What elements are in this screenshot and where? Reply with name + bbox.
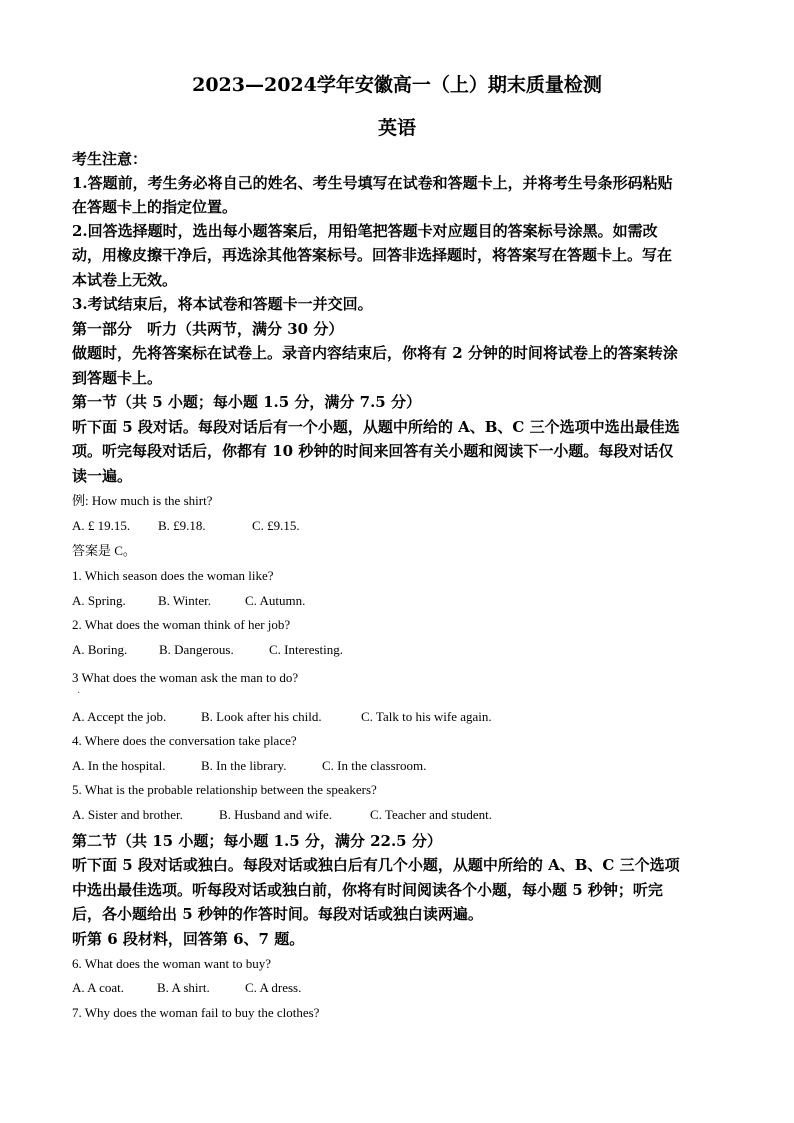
example-question: 例: How much is the shirt? bbox=[72, 493, 213, 508]
section2-intro: 听下面 5 段对话或独白。每段对话或独白后有几个小题，从题中所给的 A、B、C 三个选项 bbox=[72, 856, 680, 874]
option: A. Accept the job. bbox=[72, 709, 167, 724]
section1-intro: 听下面 5 段对话。每段对话后有一个小题，从题中所给的 A、B、C 三个选项中选出最佳选 bbox=[72, 418, 680, 436]
option: B. Look after his child. bbox=[201, 709, 322, 724]
option: C. Teacher and student. bbox=[370, 807, 492, 822]
option: B. A shirt. bbox=[157, 980, 210, 995]
option: C. A dress. bbox=[245, 980, 302, 995]
section2-intro: 后，各小题给出 5 秒钟的作答时间。每段对话或独白读两遍。 bbox=[72, 905, 483, 923]
option: A. In the hospital. bbox=[72, 758, 166, 773]
notice-line: 3.考试结束后，将本试卷和答题卡一并交回。 bbox=[72, 295, 373, 313]
example-answer: 答案是 C。 bbox=[72, 543, 136, 558]
option: C. Interesting. bbox=[269, 642, 344, 657]
option: A. A coat. bbox=[72, 980, 124, 995]
part1-intro: 到答题卡上。 bbox=[72, 369, 163, 387]
question-text: 5. What is the probable relationship between the speakers? bbox=[72, 782, 377, 797]
question-options bbox=[72, 707, 492, 727]
option: A. Boring. bbox=[72, 642, 128, 657]
notice-line: 在答题卡上的指定位置。 bbox=[72, 198, 238, 216]
question-text: 2. What does the woman think of her job? bbox=[72, 617, 291, 632]
notice-line: 动，用橡皮擦干净后，再选涂其他答案标号。回答非选择题时，将答案写在答题卡上。写在 bbox=[72, 246, 673, 264]
section1-heading: 第一节（共 5 小题；每小题 1.5 分，满分 7.5 分） bbox=[72, 393, 421, 411]
option: A. £ 19.15. bbox=[72, 518, 131, 533]
notice-line: 2.回答选择题时，选出每小题答案后，用铅笔把答题卡对应题目的答案标号涂黑。如需改 bbox=[72, 222, 658, 240]
exam-title: 2023—2024学年安徽高一（上）期末质量检测 bbox=[192, 74, 602, 96]
question-options bbox=[72, 640, 343, 660]
section2-intro: 中选出最佳选项。听每段对话或独白前，你将有时间阅读各个小题，每小题 5 秒钟；听完 bbox=[72, 881, 663, 899]
option: C. Autumn. bbox=[245, 593, 306, 608]
question-options bbox=[72, 978, 301, 998]
option: A. Spring. bbox=[72, 593, 126, 608]
notice-line: 本试卷上无效。 bbox=[72, 271, 178, 289]
question-text: 3 What does the woman ask the man to do? bbox=[72, 670, 299, 685]
question-options bbox=[72, 756, 426, 776]
option: B. In the library. bbox=[201, 758, 287, 773]
material-instruction: 听第 6 段材料，回答第 6、7 题。 bbox=[72, 930, 305, 948]
question-text: 4. Where does the conversation take place? bbox=[72, 733, 297, 748]
option: C. Talk to his wife again. bbox=[361, 709, 492, 724]
part1-heading: 第一部分 听力（共两节，满分 30 分） bbox=[72, 320, 344, 338]
option: A. Sister and brother. bbox=[72, 807, 183, 822]
section2-heading: 第二节（共 15 小题；每小题 1.5 分，满分 22.5 分） bbox=[72, 832, 442, 850]
option: B. Winter. bbox=[158, 593, 212, 608]
option: B. Dangerous. bbox=[159, 642, 234, 657]
notice-heading: 考生注意： bbox=[72, 150, 148, 168]
question-options bbox=[72, 805, 492, 825]
question-text: 7. Why does the woman fail to buy the clothes? bbox=[72, 1005, 320, 1020]
example-options bbox=[72, 516, 300, 536]
notice-line: 1.答题前，考生务必将自己的姓名、考生号填写在试卷和答题卡上，并将考生号条形码粘贴 bbox=[72, 174, 673, 192]
option: B. £9.18. bbox=[158, 518, 206, 533]
question-text: 1. Which season does the woman like? bbox=[72, 568, 274, 583]
option: C. In the classroom. bbox=[322, 758, 427, 773]
stray-mark: · bbox=[77, 688, 81, 699]
section1-intro: 项。听完每段对话后，你都有 10 秒钟的时间来回答有关小题和阅读下一小题。每段对话仅 bbox=[72, 442, 674, 460]
subject-title: 英语 bbox=[377, 117, 416, 139]
option: B. Husband and wife. bbox=[219, 807, 333, 822]
part1-intro: 做题时，先将答案标在试卷上。录音内容结束后，你将有 2 分钟的时间将试卷上的答案转涂 bbox=[72, 344, 678, 362]
question-text: 6. What does the woman want to buy? bbox=[72, 956, 272, 971]
question-options bbox=[72, 591, 305, 611]
section1-intro: 读一遍。 bbox=[72, 467, 133, 485]
option: C. £9.15. bbox=[252, 518, 300, 533]
